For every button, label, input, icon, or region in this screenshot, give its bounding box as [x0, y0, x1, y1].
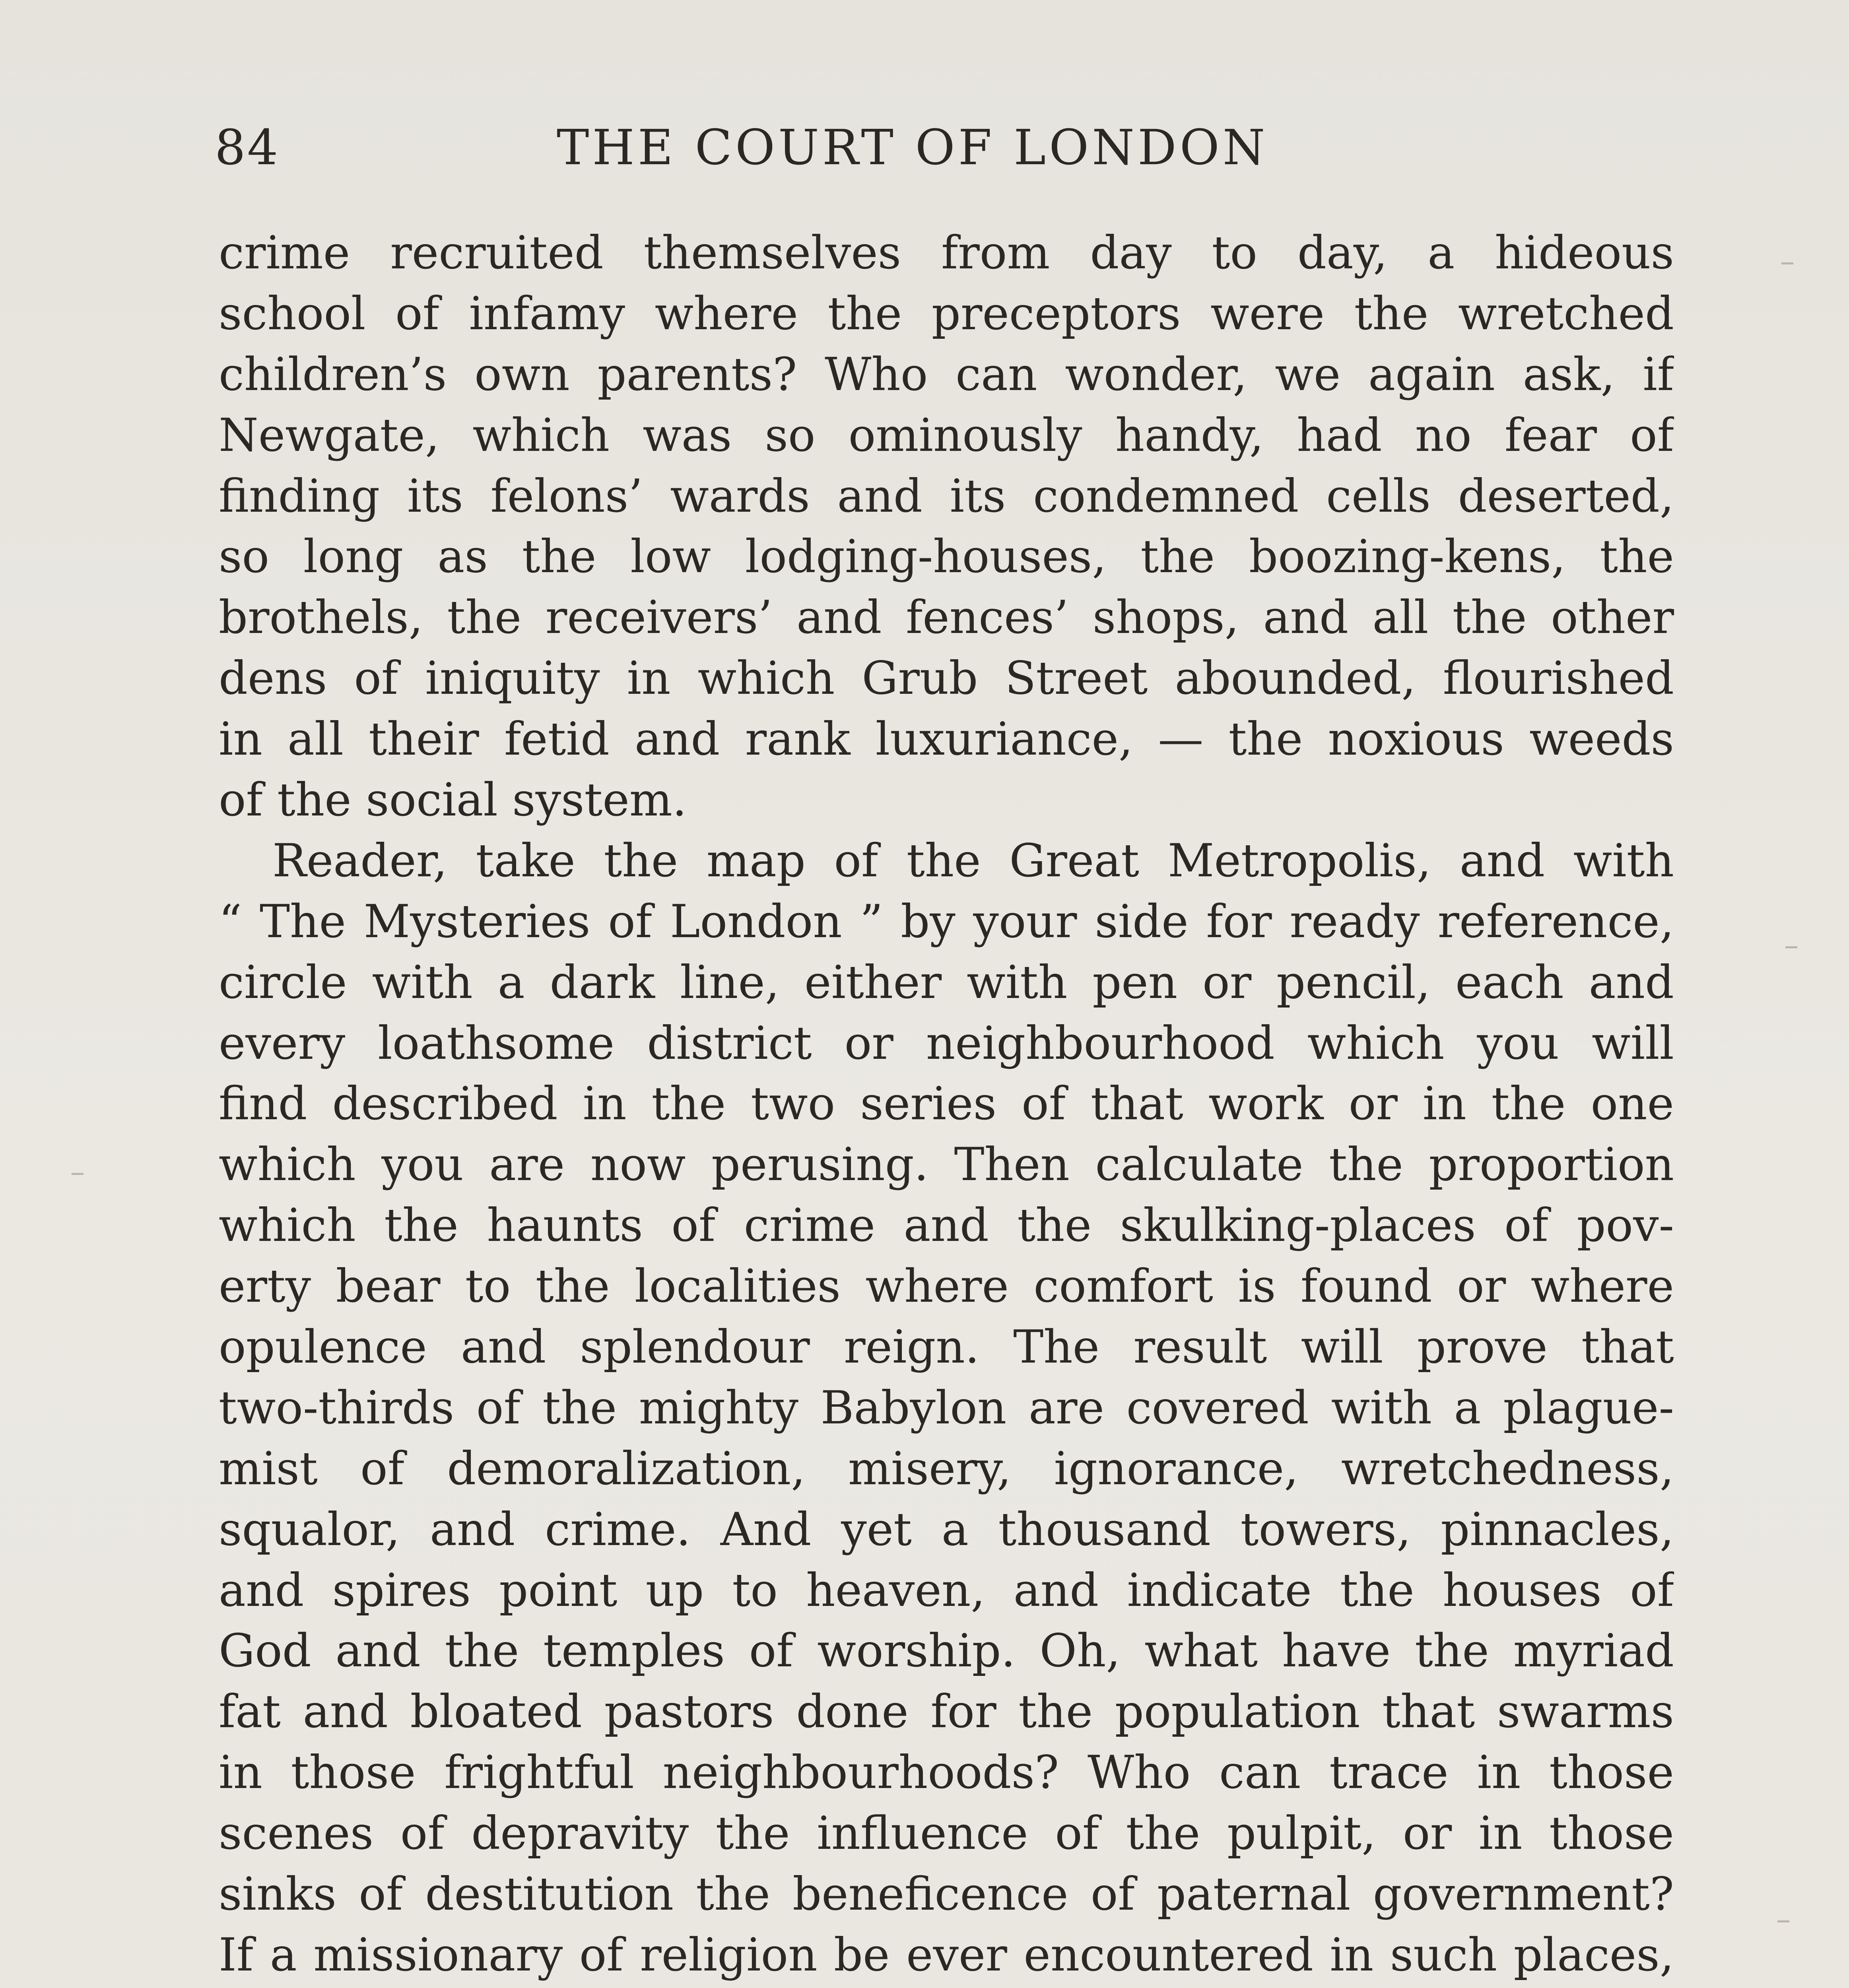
text-line: circle with a dark line, either with pen or pencil, each and: [219, 955, 1674, 1009]
text-line: dens of iniquity in which Grub Street abounded, flourished: [219, 652, 1674, 705]
margin-mark: [1781, 262, 1793, 264]
text-line: in all their fetid and rank luxuriance, — the noxious weeds: [219, 712, 1674, 766]
text-line: children’s own parents? Who can wonder, we again ask, if: [219, 348, 1674, 401]
text-line: Reader, take the map of the Great Metropolis, and with: [272, 834, 1674, 887]
running-head: [215, 119, 1674, 183]
text-line: crime recruited themselves from day to day, a hideous: [219, 226, 1674, 279]
page-number: 84: [215, 119, 280, 176]
text-line: in those frightful neighbourhoods? Who can trace in those: [219, 1746, 1674, 1799]
margin-mark: [1777, 1920, 1789, 1922]
text-line: every loathsome district or neighbourhood which you will: [219, 1016, 1674, 1070]
text-line: finding its felons’ wards and its condemned cells deserted,: [219, 469, 1674, 522]
text-line: mist of demoralization, misery, ignorance, wretchedness,: [219, 1442, 1674, 1495]
text-line: sinks of destitution the beneficence of paternal government?: [219, 1868, 1674, 1921]
text-line: find described in the two series of that work or in the one: [219, 1077, 1674, 1130]
text-line: which you are now perusing. Then calculate the proportion: [219, 1138, 1674, 1191]
text-line: opulence and splendour reign. The result will prove that: [219, 1320, 1674, 1374]
text-line: school of infamy where the preceptors were the wretched: [219, 287, 1674, 340]
text-line: [219, 1986, 1674, 1988]
text-line: scenes of depravity the influence of the pulpit, or in those: [219, 1807, 1674, 1860]
text-line: so long as the low lodging-houses, the boozing-kens, the: [219, 530, 1674, 583]
text-line: If a missionary of religion be ever encountered in such places,: [219, 1928, 1674, 1981]
text-line: and spires point up to heaven, and indicate the houses of: [219, 1563, 1674, 1617]
text-line: brothels, the receivers’ and fences’ shops, and all the other: [219, 591, 1674, 644]
margin-mark: [1785, 946, 1797, 948]
margin-mark: [72, 1173, 84, 1175]
text-line: two-thirds of the mighty Babylon are covered with a plague-: [219, 1381, 1674, 1434]
text-line: Newgate, which was so ominously handy, had no fear of: [219, 408, 1674, 462]
running-title: THE COURT OF LONDON: [557, 119, 1268, 176]
text-line: of the social system.: [219, 773, 687, 827]
text-line: squalor, and crime. And yet a thousand towers, pinnacles,: [219, 1503, 1674, 1556]
text-line: “ The Mysteries of London ” by your side for ready reference,: [219, 895, 1674, 948]
text-line: fat and bloated pastors done for the population that swarms: [219, 1685, 1674, 1738]
body-text: [219, 223, 1674, 1988]
text-line: God and the temples of worship. Oh, what have the myriad: [219, 1624, 1674, 1677]
text-line: erty bear to the localities where comfort is found or where: [219, 1260, 1674, 1313]
text-line: which the haunts of crime and the skulking-places of pov-: [219, 1199, 1674, 1252]
